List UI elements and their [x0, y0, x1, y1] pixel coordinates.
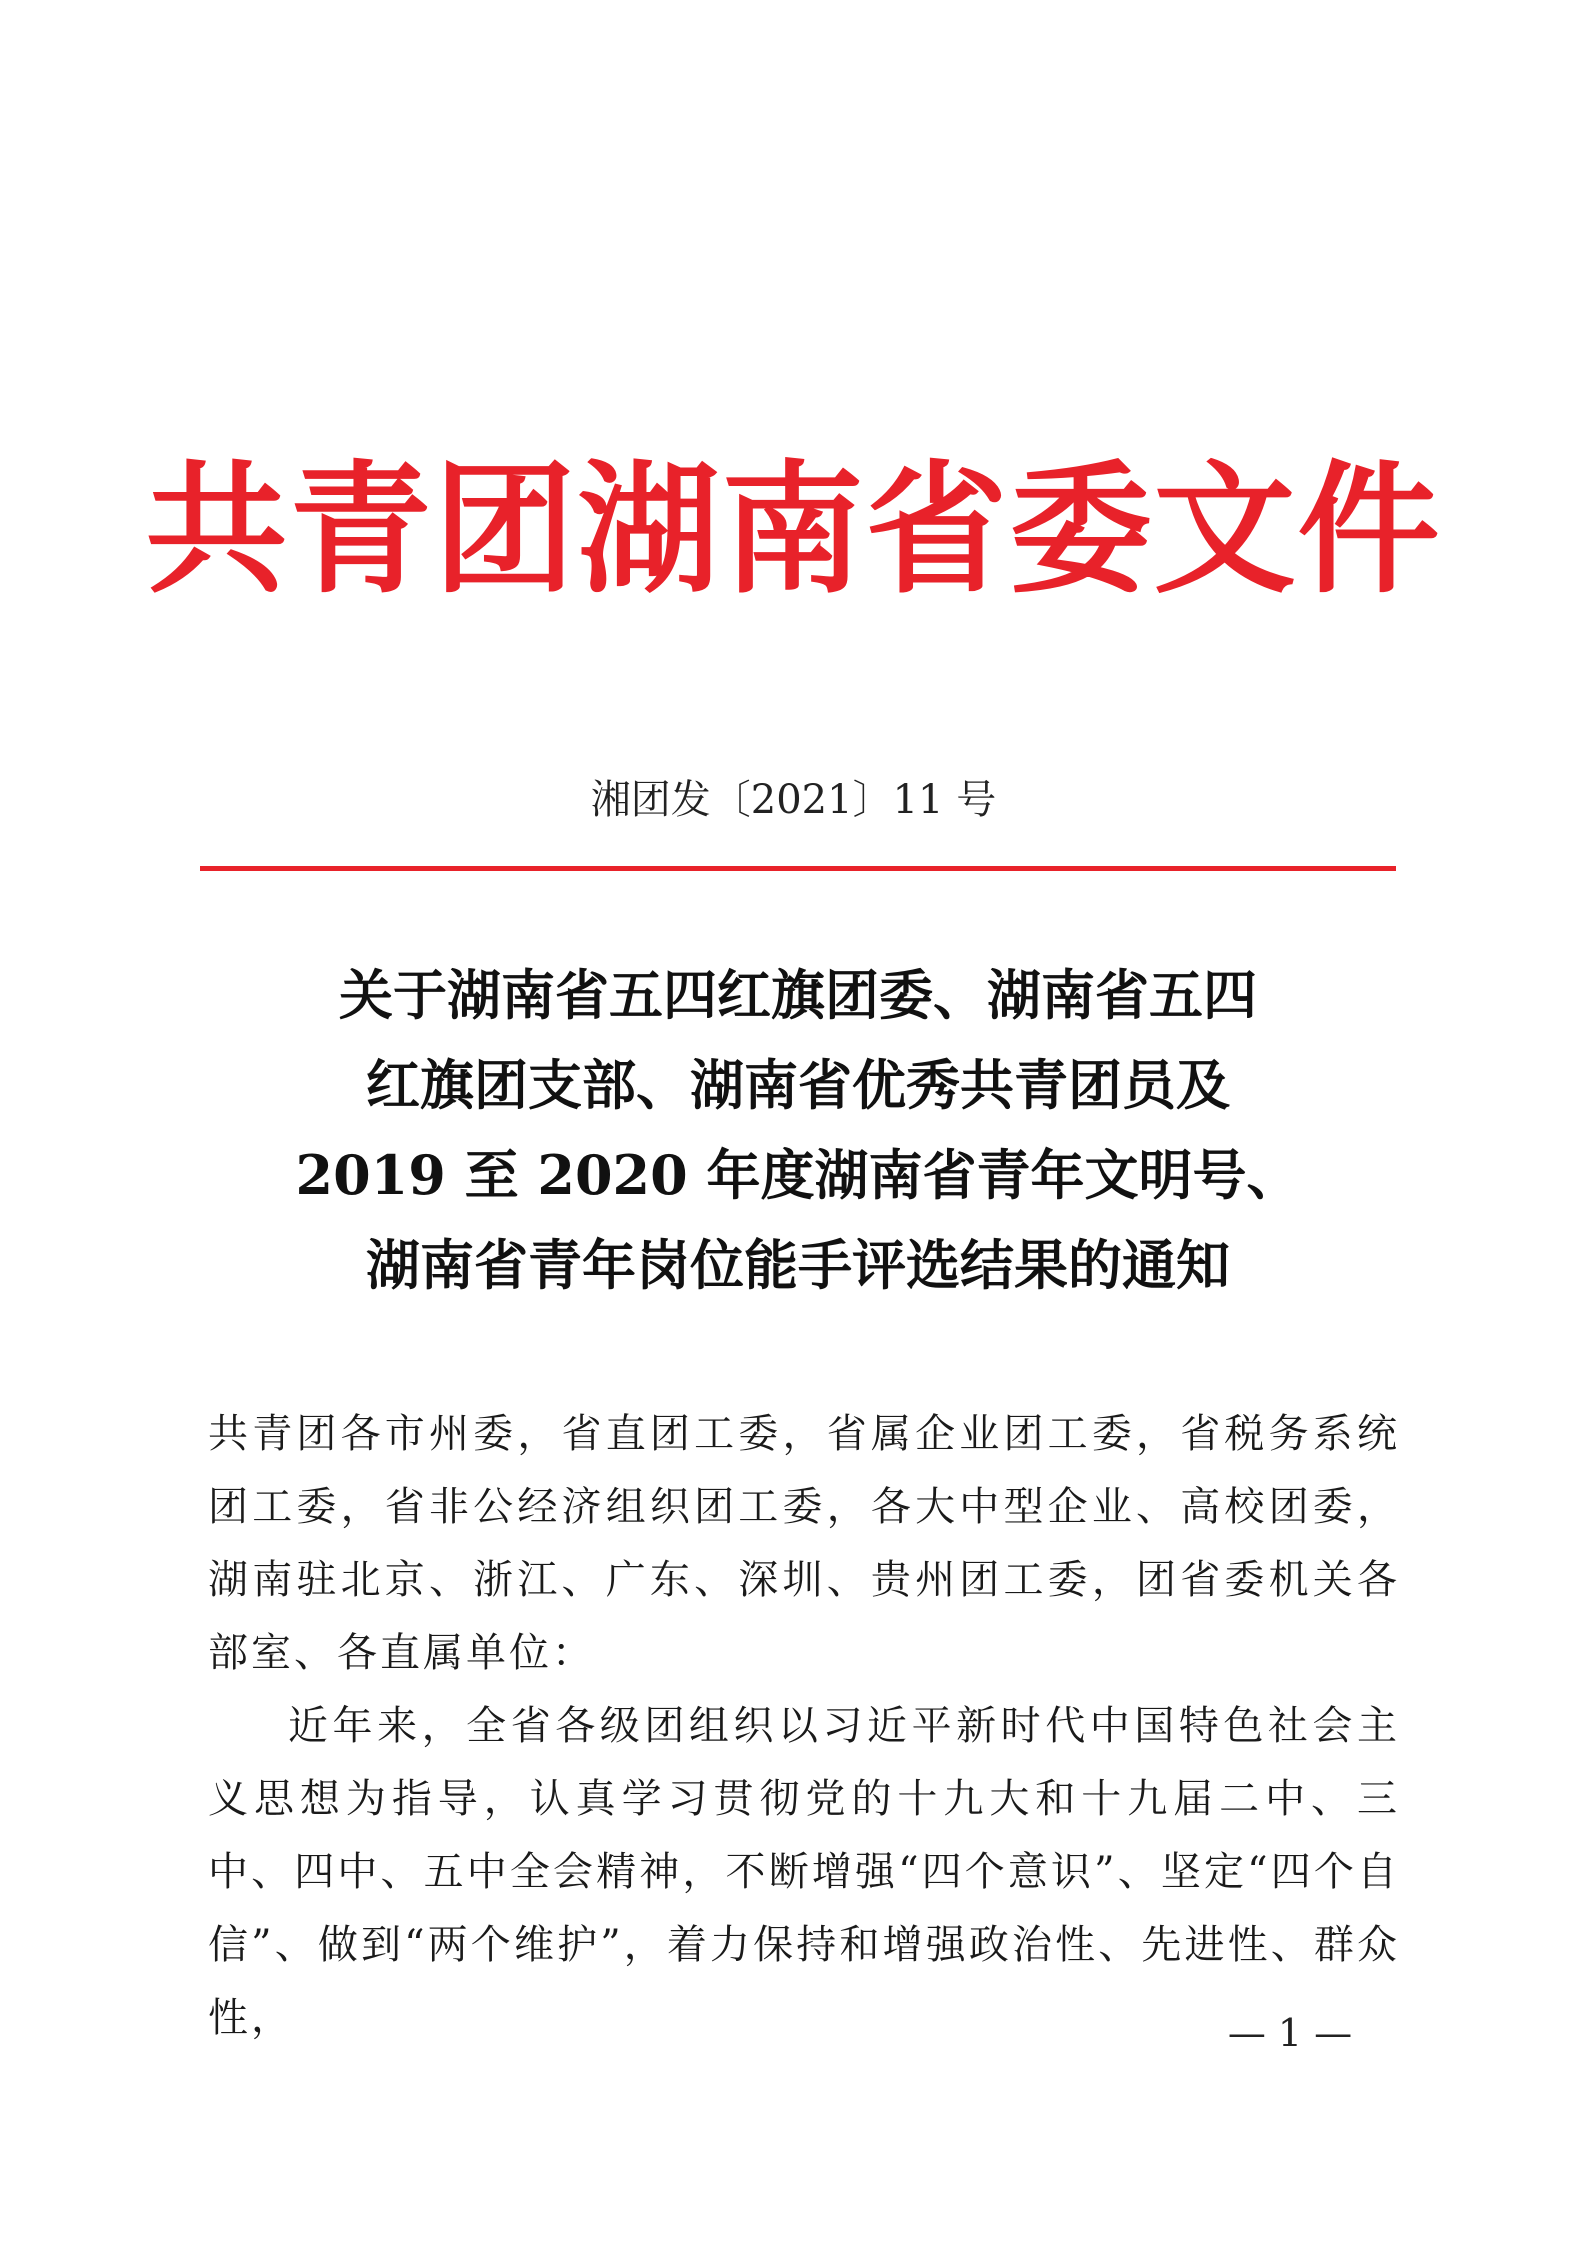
- document-number: 湘团发〔2021〕11 号: [590, 777, 997, 823]
- red-separator-line: [200, 866, 1396, 871]
- title-line: 红旗团支部、湖南省优秀共青团员及: [366, 1053, 1230, 1117]
- title-line: 湖南省青年岗位能手评选结果的通知: [366, 1233, 1230, 1297]
- body-paragraph: 近年来，全省各级团组织以习近平新时代中国特色社会主义思想为指导，认真学习贯彻党的十九大和十九届二中、三中、四中、五中全会精神，不断增强“四个意识”、坚定“四个自信”、做到“两个维护”，着力保持和增强政治性、先进性、群众性，: [208, 1703, 1400, 2041]
- document-title: [200, 950, 1396, 1310]
- masthead-title: 共青团湖南省委文件: [145, 447, 1442, 613]
- page-number: — 1 —: [1227, 2011, 1353, 2055]
- title-line: 2019 至 2020 年度湖南省青年文明号、: [295, 1143, 1301, 1207]
- salutation-paragraph: 共青团各市州委，省直团工委，省属企业团工委，省税务系统团工委，省非公经济组织团工委，各大中型企业、高校团委，湖南驻北京、浙江、广东、深圳、贵州团工委，团省委机关各部室、各直属单位：: [208, 1411, 1400, 1676]
- document-body: [208, 1398, 1400, 2055]
- title-line: 关于湖南省五四红旗团委、湖南省五四: [339, 963, 1257, 1027]
